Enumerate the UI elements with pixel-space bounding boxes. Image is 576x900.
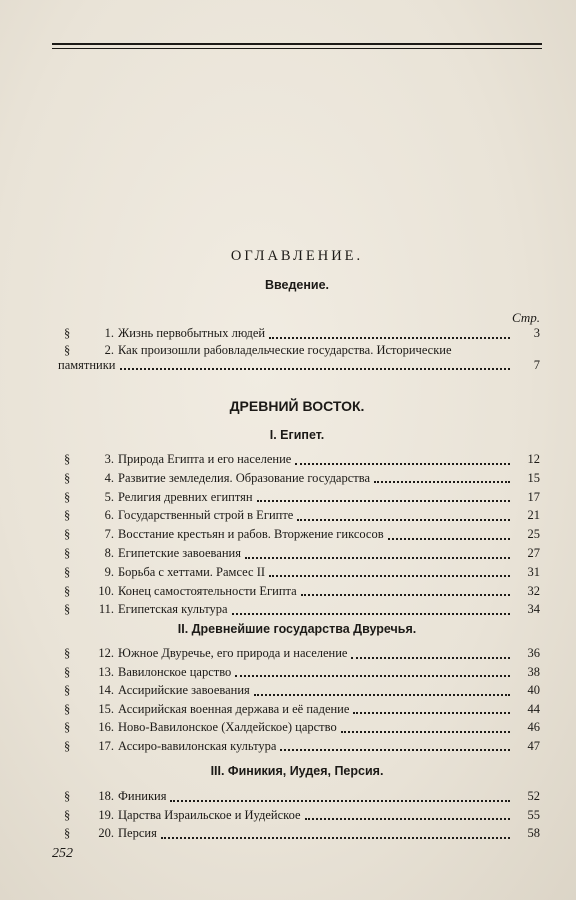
page-column-label: Стр. [512, 310, 540, 325]
leader-dots [301, 594, 510, 596]
section-sign: § [64, 508, 71, 523]
entry-title: Южное Двуречье, его природа и население [118, 646, 348, 660]
section-sign: § [64, 807, 71, 822]
section-sign: § [64, 664, 71, 679]
leader-dots [269, 337, 510, 339]
entry-title: Жизнь первобытных людей [118, 326, 266, 340]
section-sign: § [64, 343, 71, 357]
entry-page: 12 [527, 452, 540, 466]
entry-page: 31 [527, 564, 540, 579]
leader-dots [269, 575, 510, 577]
toc-entry [64, 565, 540, 582]
entry-page: 27 [527, 546, 540, 560]
entry-title: Египетские завоевания [118, 546, 241, 560]
page-title: ОГЛАВЛЕНИЕ. [230, 248, 364, 264]
entry-title: Персия [118, 826, 157, 840]
section-sign: § [64, 701, 71, 716]
section-sign: § [64, 452, 71, 466]
leader-dots [341, 731, 510, 733]
entry-number: 6. [104, 508, 114, 523]
leader-dots [374, 481, 510, 483]
page-number: 252 [52, 846, 73, 861]
entry-page: 34 [527, 602, 540, 617]
part-heading: ДРЕВНИЙ ВОСТОК. [229, 398, 365, 414]
leader-dots [257, 500, 510, 502]
toc-entry [64, 602, 540, 619]
toc-entry [64, 471, 540, 488]
entry-number: 12. [98, 646, 114, 660]
leader-dots [295, 463, 510, 465]
section-sign: § [64, 826, 71, 840]
entry-page: 15 [527, 470, 540, 485]
toc-entry [64, 527, 540, 544]
chapter3-heading: III. Финикия, Иудея, Персия. [210, 764, 384, 778]
entry-title: Царства Израильское и Иудейское [118, 807, 301, 822]
leader-dots [245, 557, 510, 559]
section-sign: § [64, 602, 71, 617]
entry-title: Борьба с хеттами. Рамсес II [118, 564, 266, 579]
leader-dots [305, 818, 510, 820]
entry-title: Конец самостоятельности Египта [118, 583, 297, 598]
entry-title: Природа Египта и его население [118, 452, 292, 466]
toc-entry [64, 584, 540, 601]
entry-number: 16. [98, 720, 114, 734]
entry-title: Ассирийская военная держава и её падение [118, 701, 350, 716]
toc-entry [64, 808, 540, 825]
leader-dots [232, 613, 510, 615]
section-sign: § [64, 738, 71, 753]
top-rule-thin [52, 48, 542, 49]
entry-number: 2. [104, 343, 114, 357]
entry-number: 7. [104, 527, 114, 542]
chapter2-heading: II. Древнейшие государства Двуречья. [177, 622, 417, 636]
leader-dots [297, 519, 510, 521]
leader-dots [353, 712, 510, 714]
entry-title: Ассирийские завоевания [118, 683, 250, 697]
toc-entry [64, 452, 540, 469]
toc-entry [64, 508, 540, 525]
section-sign: § [64, 646, 71, 660]
toc-entry [64, 739, 540, 756]
section-sign: § [64, 789, 71, 803]
section-sign: § [64, 683, 71, 697]
entry-number: 17. [98, 738, 114, 753]
section-sign: § [64, 546, 71, 560]
entry-page: 32 [527, 583, 540, 598]
toc-entry [64, 546, 540, 563]
toc-entry [64, 490, 540, 507]
entry-number: 10. [98, 583, 114, 598]
entry-number: 5. [104, 489, 114, 504]
entry-title: Религия древних египтян [118, 489, 253, 504]
entry-number: 11. [98, 602, 114, 617]
toc-entry [64, 646, 540, 663]
entry-number: 9. [104, 564, 114, 579]
entry-page: 7 [533, 358, 540, 372]
section-sign: § [64, 527, 71, 542]
leader-dots [280, 749, 510, 751]
entry-page: 38 [527, 664, 540, 679]
entry-title: Ново-Вавилонское (Халдейское) царство [118, 720, 337, 734]
section-sign: § [64, 470, 71, 485]
entry-page: 44 [527, 701, 540, 716]
entry-title: Египетская культура [118, 602, 228, 617]
entry-page: 36 [527, 646, 540, 660]
entry-number: 14. [98, 683, 114, 697]
entry-number: 13. [98, 664, 114, 679]
entry-page: 58 [527, 826, 540, 840]
leader-dots [161, 837, 510, 839]
leader-dots [120, 368, 510, 370]
entry-page: 25 [527, 527, 540, 542]
entry-number: 20. [98, 826, 114, 840]
entry-page: 3 [533, 326, 540, 340]
section-sign: § [64, 326, 71, 340]
leader-dots [170, 800, 510, 802]
entry-number: 4. [104, 470, 114, 485]
toc-entry [64, 665, 540, 682]
entry-number: 19. [98, 807, 114, 822]
top-rule [52, 43, 542, 45]
toc-entry [64, 720, 540, 737]
entry-number: 18. [98, 789, 114, 803]
entry-page: 21 [527, 508, 540, 523]
entry-title-line1: Как произошли рабовладельческие государства. Исторические [118, 343, 452, 357]
entry-number: 3. [104, 452, 114, 466]
toc-entry [64, 789, 540, 806]
entry-number: 8. [104, 546, 114, 560]
leader-dots [388, 538, 510, 540]
toc-entry [58, 343, 540, 373]
entry-page: 17 [527, 489, 540, 504]
section-sign: § [64, 583, 71, 598]
entry-page: 46 [527, 720, 540, 734]
leader-dots [351, 657, 510, 659]
section-sign: § [64, 489, 71, 504]
toc-entry [64, 702, 540, 719]
chapter1-heading: I. Египет. [269, 428, 325, 442]
toc-entry [64, 326, 540, 343]
leader-dots [235, 675, 510, 677]
entry-title: Вавилонское царство [118, 664, 232, 679]
entry-page: 55 [527, 807, 540, 822]
entry-page: 47 [527, 738, 540, 753]
entry-number: 15. [98, 701, 114, 716]
section-sign: § [64, 564, 71, 579]
entry-title-line2: памятники [58, 358, 116, 372]
entry-page: 40 [527, 683, 540, 697]
entry-number: 1. [104, 326, 114, 340]
section-sign: § [64, 720, 71, 734]
entry-title: Восстание крестьян и рабов. Вторжение гиксосов [118, 527, 384, 542]
entry-title: Финикия [118, 789, 167, 803]
entry-title: Государственный строй в Египте [118, 508, 294, 523]
entry-title: Ассиро-вавилонская культура [118, 738, 277, 753]
entry-title: Развитие земледелия. Образование государства [118, 470, 371, 485]
intro-heading: Введение. [264, 278, 330, 292]
toc-entry [64, 683, 540, 700]
leader-dots [254, 694, 510, 696]
entry-page: 52 [527, 789, 540, 803]
toc-entry [64, 826, 540, 843]
